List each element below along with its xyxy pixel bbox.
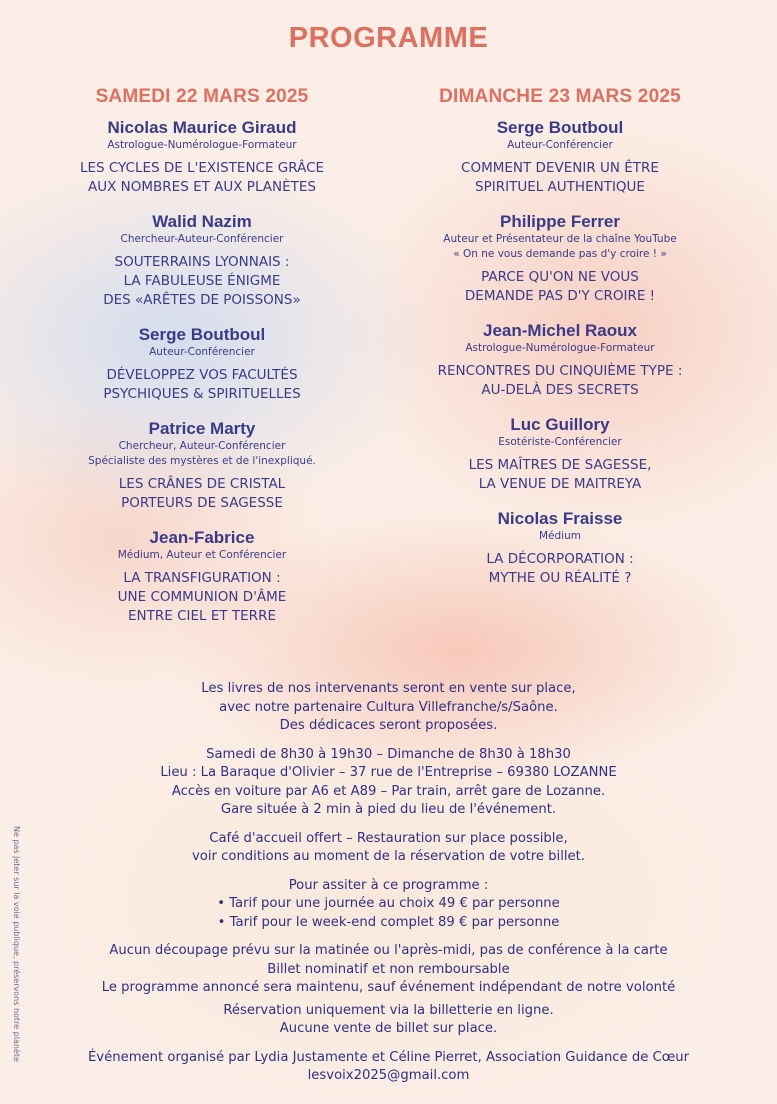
speaker-role: « On ne vous demande pas d'y croire ! »	[453, 248, 667, 260]
info-line: Réservation uniquement via la billetterie en ligne.	[223, 1002, 554, 1018]
talk-item	[400, 211, 720, 306]
talk-topic-line: PORTEURS DE SAGESSE	[121, 495, 283, 511]
info-line: Gare située à 2 min à pied du lieu de l'événement.	[220, 802, 557, 817]
info-line: Pour assiter à ce programme :	[288, 877, 489, 893]
talk-topic	[42, 569, 362, 626]
talk-item	[42, 527, 362, 626]
talk-topic-line: LES MAÎTRES DE SAGESSE,	[468, 457, 652, 473]
booking-info	[40, 1002, 737, 1039]
talk-topic-line: LA VENUE DE MAITREYA	[478, 476, 642, 492]
info-line: Billet nominatif et non remboursable	[267, 961, 510, 977]
talk-item	[400, 117, 720, 197]
speaker-role: Astrologue-Numérologue-Formateur	[465, 342, 655, 354]
speaker-role: Auteur-Conférencier	[507, 139, 613, 151]
talk-topic-line: SPIRITUEL AUTHENTIQUE	[475, 179, 645, 195]
info-line: Lieu : La Baraque d'Olivier – 37 rue de l'Entreprise – 69380 LOZANNE	[160, 765, 617, 780]
side-note: Ne pas jeter sur la voie publique, préservons notre planète	[12, 826, 21, 1062]
talk-topic	[42, 475, 362, 513]
talk-topic-line: PARCE QU'ON NE VOUS	[481, 269, 639, 285]
speaker-name: Walid Nazim	[152, 212, 252, 231]
talk-topic	[42, 159, 362, 197]
info-line: Le programme annoncé sera maintenu, sauf événement indépendant de notre volonté	[101, 980, 676, 995]
info-line[interactable]: lesvoix2025@gmail.com	[307, 1068, 470, 1083]
info-line: Les livres de nos intervenants seront en vente sur place,	[201, 681, 576, 696]
saturday-column	[42, 86, 362, 640]
speaker-name: Jean-Michel Raoux	[483, 321, 637, 340]
talk-item	[42, 418, 362, 513]
saturday-talks	[42, 117, 362, 626]
catering-info	[40, 830, 737, 867]
day-heading-sunday: DIMANCHE 23 MARS 2025	[439, 86, 681, 107]
info-section	[40, 680, 737, 1096]
speaker-name: Luc Guillory	[510, 415, 610, 434]
practical-info	[40, 746, 737, 820]
talk-topic	[400, 362, 720, 400]
talk-topic-line: PSYCHIQUES & SPIRITUELLES	[103, 386, 301, 402]
talk-item	[42, 324, 362, 404]
talk-topic-line: RENCONTRES DU CINQUIÈME TYPE :	[437, 363, 683, 379]
info-line: Des dédicaces seront proposées.	[279, 718, 498, 733]
ticket-conditions	[40, 942, 737, 998]
sunday-talks	[400, 117, 720, 588]
talk-topic-line: LES CRÂNES DE CRISTAL	[118, 476, 286, 492]
talk-item	[400, 414, 720, 494]
speaker-role: Spécialiste des mystères et de l'inexpliqué.	[88, 455, 316, 467]
organizers-info	[40, 1049, 737, 1086]
speaker-role: Chercheur-Auteur-Conférencier	[120, 233, 284, 245]
talk-item	[400, 508, 720, 588]
speaker-name: Jean-Fabrice	[149, 528, 255, 547]
info-line: voir conditions au moment de la réservation de votre billet.	[191, 849, 585, 864]
talk-item	[400, 320, 720, 400]
talk-topic-line: SOUTERRAINS LYONNAIS :	[114, 254, 290, 270]
talk-topic-line: ENTRE CIEL ET TERRE	[128, 608, 276, 624]
speaker-name: Patrice Marty	[148, 419, 256, 438]
pricing-info	[40, 877, 737, 933]
speaker-role: Auteur et Présentateur de la chaîne YouTube	[443, 233, 677, 245]
talk-topic-line: LA DÉCORPORATION :	[486, 551, 634, 567]
speaker-role: Médium, Auteur et Conférencier	[117, 549, 287, 561]
info-line: • Tarif pour une journée au choix 49 € par personne	[217, 896, 560, 911]
info-line: Aucun découpage prévu sur la matinée ou l'après-midi, pas de conférence à la carte	[109, 943, 668, 958]
speaker-name: Nicolas Maurice Giraud	[107, 118, 297, 137]
info-line: Événement organisé par Lydia Justamente et Céline Pierret, Association Guidance de Cœur	[87, 1049, 690, 1065]
talk-topic	[400, 268, 720, 306]
talk-topic-line: AU-DELÀ DES SECRETS	[481, 382, 639, 398]
info-line: Accès en voiture par A6 et A89 – Par train, arrêt gare de Lozanne.	[171, 783, 606, 799]
talk-topic-line: DEMANDE PAS D'Y CROIRE !	[464, 288, 656, 304]
talk-item	[42, 117, 362, 197]
talk-topic	[400, 159, 720, 197]
info-line: Samedi de 8h30 à 19h30 – Dimanche de 8h30 à 18h30	[206, 746, 571, 762]
talk-topic	[400, 550, 720, 588]
speaker-name: Serge Boutboul	[496, 118, 624, 137]
talk-topic-line: DES «ARÊTES DE POISSONS»	[103, 292, 301, 308]
talk-topic-line: MYTHE OU RÉALITÉ ?	[488, 570, 632, 586]
talk-topic-line: LES CYCLES DE L'EXISTENCE GRÂCE	[79, 160, 325, 176]
talk-topic	[400, 456, 720, 494]
sunday-column	[400, 86, 720, 602]
day-heading-saturday: SAMEDI 22 MARS 2025	[95, 86, 309, 107]
speaker-role: Esotériste-Conférencier	[498, 436, 622, 448]
talk-topic	[42, 253, 362, 310]
page-title: PROGRAMME	[288, 22, 489, 54]
speaker-name: Nicolas Fraisse	[497, 509, 623, 528]
speaker-role: Astrologue-Numérologue-Formateur	[107, 139, 297, 151]
talk-topic-line: LA FABULEUSE ÉNIGME	[123, 273, 281, 289]
talk-topic-line: DÉVELOPPEZ VOS FACULTÉS	[106, 367, 298, 383]
talk-topic-line: COMMENT DEVENIR UN ÊTRE	[461, 160, 659, 176]
info-line: avec notre partenaire Cultura Villefranche/s/Saône.	[219, 699, 558, 715]
speaker-name: Serge Boutboul	[138, 325, 266, 344]
speaker-role: Auteur-Conférencier	[149, 346, 255, 358]
speaker-role: Chercheur, Auteur-Conférencier	[118, 440, 286, 452]
talk-topic-line: UNE COMMUNION D'ÂME	[117, 589, 287, 605]
talk-item	[42, 211, 362, 310]
speaker-role: Médium	[539, 530, 581, 542]
info-line: Café d'accueil offert – Restauration sur place possible,	[209, 830, 568, 846]
talk-topic	[42, 366, 362, 404]
books-info	[40, 680, 737, 736]
talk-topic-line: AUX NOMBRES ET AUX PLANÈTES	[88, 179, 316, 195]
info-line: • Tarif pour le week-end complet 89 € par personne	[217, 914, 560, 930]
talk-topic-line: LA TRANSFIGURATION :	[123, 570, 281, 586]
info-line: Aucune vente de billet sur place.	[279, 1021, 498, 1036]
speaker-name: Philippe Ferrer	[500, 212, 620, 231]
